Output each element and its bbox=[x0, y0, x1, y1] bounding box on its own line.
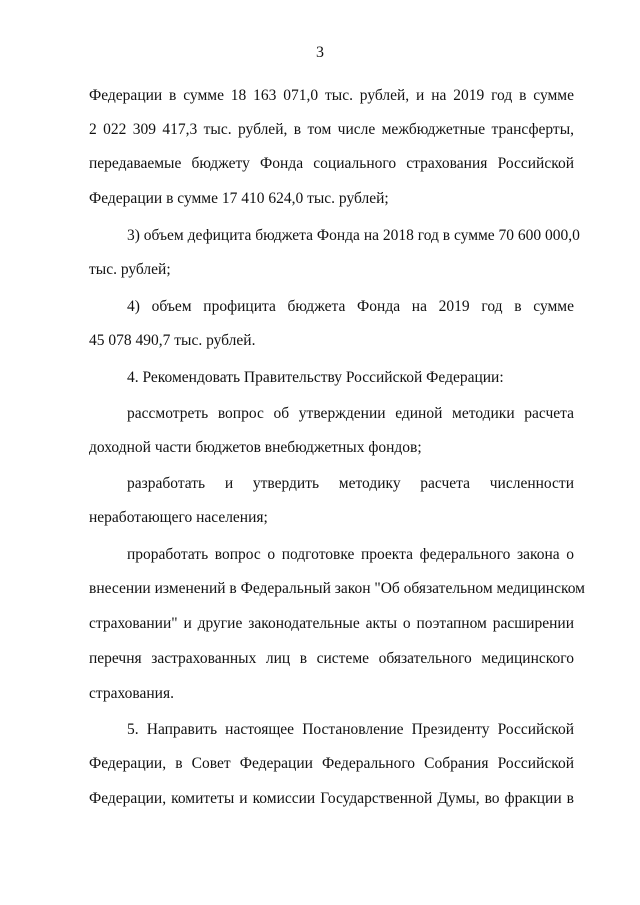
text-line: доходной части бюджетов внебюджетных фондов; bbox=[89, 439, 422, 456]
text-line: страхования. bbox=[89, 685, 174, 702]
text-line: перечня застрахованных лиц в системе обязательного медицинского bbox=[89, 650, 574, 667]
text-line: Федерации в сумме 18 163 071,0 тыс. рублей, и на 2019 год в сумме bbox=[89, 87, 574, 104]
text-line: проработать вопрос о подготовке проекта федерального закона о bbox=[127, 546, 574, 563]
text-line: 5. Направить настоящее Постановление Президенту Российской bbox=[127, 721, 574, 738]
text-line: тыс. рублей; bbox=[89, 261, 171, 278]
text-line: Федерации в сумме 17 410 624,0 тыс. рублей; bbox=[89, 190, 389, 207]
text-line: 2 022 309 417,3 тыс. рублей, в том числе межбюджетные трансферты, bbox=[89, 121, 574, 138]
text-line: 4) объем профицита бюджета Фонда на 2019 год в сумме bbox=[127, 298, 574, 315]
text-line: неработающего населения; bbox=[89, 509, 268, 526]
section-heading: 4. Рекомендовать Правительству Российской Федерации: bbox=[127, 369, 504, 386]
text-line: Федерации, в Совет Федерации Федерального Собрания Российской bbox=[89, 755, 574, 772]
text-line: внесении изменений в Федеральный закон "Об обязательном медицинском bbox=[89, 580, 585, 597]
text-line: рассмотреть вопрос об утверждении единой методики расчета bbox=[127, 405, 574, 422]
text-line: передаваемые бюджету Фонда социального страхования Российской bbox=[89, 155, 574, 172]
page-number: 3 bbox=[316, 44, 324, 61]
text-line: разработать и утвердить методику расчета численности bbox=[127, 475, 574, 492]
text-line: страховании" и другие законодательные акты о поэтапном расширении bbox=[89, 615, 574, 632]
text-line: 3) объем дефицита бюджета Фонда на 2018 год в сумме 70 600 000,0 bbox=[127, 227, 580, 244]
text-line: 45 078 490,7 тыс. рублей. bbox=[89, 332, 256, 349]
text-line: Федерации, комитеты и комиссии Государственной Думы, во фракции в bbox=[89, 790, 574, 807]
